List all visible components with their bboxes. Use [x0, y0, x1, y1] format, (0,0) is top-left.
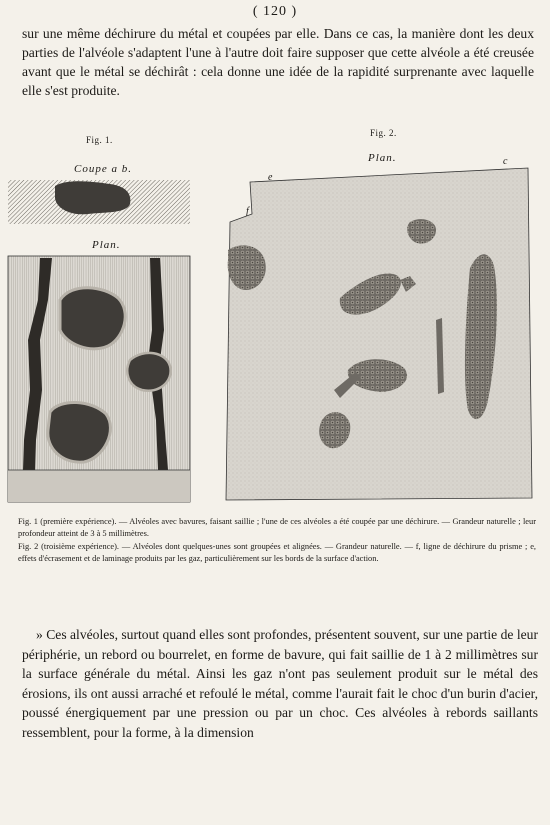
body-paragraph-bottom: » Ces alvéoles, surtout quand elles sont profondes, présentent souvent, sur une partie de leur périphérie, un rebord ou bourrelet, en forme de bavure, qui fait saillie de 1 à 2 millimètres sur la surface générale du métal. Ainsi les gaz n'ont pas seulement produit sur le métal des érosions, ils ont aussi arraché et refoulé le métal, comme l'aurait fait le choc d'un burin d'acier, poussé énergiquement par une pression ou par un choc. Ces alvéoles à rebords saillants ressemblent, pour la forme, à la dimension — [22, 627, 538, 740]
fig1-section — [8, 180, 190, 224]
fig2-mark-e: e — [268, 172, 273, 183]
fig1-section-title: Coupe a b. — [74, 163, 132, 175]
fig2-plan-title: Plan. — [368, 152, 397, 164]
fig2-plan — [226, 168, 532, 500]
fig1-caption: Fig. 1 (première expérience). — Alvéoles avec bavures, faisant saillie ; l'une de ces alvéoles a été coupée par une déchirure. — Grandeur naturelle ; leur profondeur atteint de 3 à 5 millimètres. — [18, 517, 536, 538]
fig2-mark-f: f — [246, 206, 249, 217]
fig2-mark-c: c — [503, 156, 508, 167]
fig1-plan — [8, 256, 190, 502]
fig1-plan-title: Plan. — [92, 239, 121, 251]
fig2-caption: Fig. 2 (troisième expérience). — Alvéoles dont quelques-unes sont groupées et alignées. — Grandeur naturelle. — f, ligne de déchirure du prisme ; e, effets d'écrasement et de laminage produits par les gaz, particulièrement sur les bords de la surface d'action. — [18, 542, 536, 563]
fig1-label: Fig. 1. — [86, 135, 113, 145]
body-paragraph-top: sur une même déchirure du métal et coupées par elle. Dans ce cas, la manière dont les deux parties de l'alvéole s'adaptent l'une à l'autre doit faire supposer que cette alvéole a été creusée avant que le métal se déchirât : cela donne une idée de la rapidité surprenante avec laquelle elle s'est produite. — [22, 26, 534, 98]
page-number: ( 120 ) — [252, 4, 298, 19]
figure-captions — [18, 516, 536, 566]
fig2-label: Fig. 2. — [370, 128, 397, 138]
